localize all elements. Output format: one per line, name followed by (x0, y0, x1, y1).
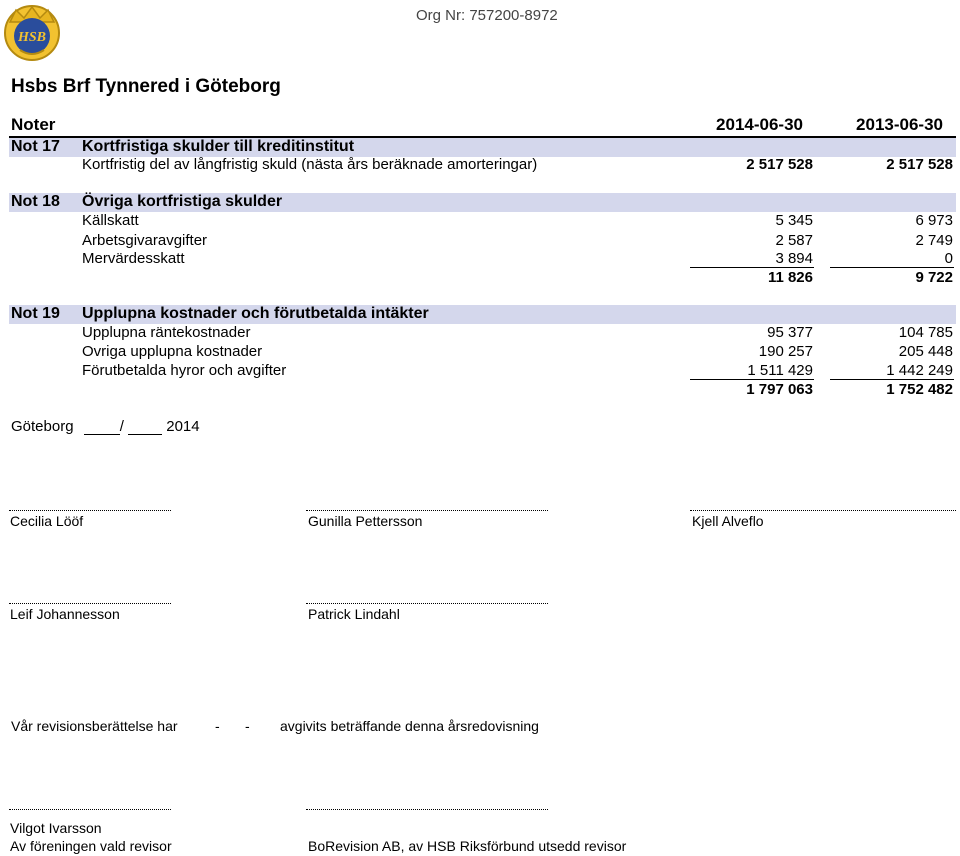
auditor-role: Av föreningen vald revisor (10, 838, 172, 854)
note-19-row-value-2013: 104 785 (898, 324, 953, 341)
year-label: 2014 (166, 418, 200, 435)
note-19-row-label: Upplupna räntekostnader (82, 324, 251, 341)
note-17-row-value-2014: 2 517 528 (746, 156, 813, 173)
logo-lettering: HSB (17, 30, 47, 45)
signature-line (306, 603, 548, 604)
month-blank[interactable] (128, 420, 162, 435)
revision-date-dash: - (245, 718, 250, 734)
signature-line (9, 510, 171, 511)
signature-date-line (11, 418, 200, 435)
note-18-row-value-2014: 2 587 (775, 232, 813, 249)
signatory-name: Patrick Lindahl (308, 606, 400, 622)
note-18-row-label: Mervärdesskatt (82, 250, 185, 267)
auditor-name: Vilgot Ivarsson (10, 820, 102, 836)
note-19-number: Not 19 (11, 305, 60, 322)
note-18-row-label: Arbetsgivaravgifter (82, 232, 208, 249)
note-18-title: Övriga kortfristiga skulder (82, 193, 283, 210)
note-19-row-label: Ovriga upplupna kostnader (82, 343, 263, 360)
note-19-row-value-2014: 1 511 429 (747, 362, 813, 379)
note-17-row-label: Kortfristig del av långfristig skuld (nästa års beräknade amorteringar) (82, 156, 538, 173)
note-18-row-value-2013: 0 (944, 250, 953, 267)
note-17-title: Kortfristiga skulder till kreditinstitut (82, 138, 355, 155)
company-name: Hsbs Brf Tynnered i Göteborg (11, 76, 281, 97)
note-19-row-value-2014: 95 377 (767, 324, 813, 341)
note-19-row-label: Förutbetalda hyror och avgifter (82, 362, 287, 379)
column-header-2014: 2014-06-30 (716, 115, 803, 134)
revision-date-dash: - (215, 718, 220, 734)
note-19-row-value-2013: 1 442 249 (886, 362, 953, 379)
signature-line (690, 510, 956, 511)
note-18-row-value-2013: 6 973 (915, 212, 953, 229)
note-18-total-2014: 11 826 (767, 269, 813, 286)
signatory-name: Cecilia Lööf (10, 513, 84, 529)
noter-heading: Noter (11, 115, 56, 134)
note-19-sum-rule-2014 (690, 379, 814, 380)
note-18-row-label: Källskatt (82, 212, 139, 229)
note-17-number: Not 17 (11, 138, 60, 155)
note-18-total-2013: 9 722 (915, 269, 953, 286)
note-19-sum-rule-2013 (830, 379, 954, 380)
day-blank[interactable] (84, 420, 120, 435)
signatory-name: Leif Johannesson (10, 606, 120, 622)
note-18-row-value-2014: 3 894 (775, 250, 813, 267)
column-header-2013: 2013-06-30 (856, 115, 943, 134)
note-18-sum-rule-2013 (830, 267, 954, 268)
signatory-name: Gunilla Pettersson (308, 513, 423, 529)
note-18-row-value-2014: 5 345 (775, 212, 813, 229)
note-19-row-value-2014: 190 257 (758, 343, 813, 360)
note-19-total-2014: 1 797 063 (746, 381, 813, 398)
note-18-sum-rule-2014 (690, 267, 814, 268)
date-slash: / (119, 418, 124, 435)
revision-statement-end: avgivits beträffande denna årsredovisning (280, 718, 539, 734)
city-label: Göteborg (11, 418, 74, 435)
hsb-logo (2, 2, 62, 62)
note-17-row-value-2013: 2 517 528 (886, 156, 953, 173)
signatory-name: Kjell Alveflo (692, 513, 764, 529)
note-18-row-value-2013: 2 749 (915, 232, 953, 249)
note-18-number: Not 18 (11, 193, 60, 210)
note-19-title: Upplupna kostnader och förutbetalda intäkter (82, 305, 429, 322)
org-number: Org Nr: 757200-8972 (416, 7, 558, 24)
note-19-row-value-2013: 205 448 (898, 343, 953, 360)
signature-line (9, 603, 171, 604)
signature-line (306, 510, 548, 511)
auditor-role: BoRevision AB, av HSB Riksförbund utsedd revisor (308, 838, 627, 854)
auditor-signature-line (9, 809, 171, 810)
auditor-signature-line (306, 809, 548, 810)
revision-statement-start: Vår revisionsberättelse har (11, 718, 178, 734)
note-19-total-2013: 1 752 482 (886, 381, 953, 398)
